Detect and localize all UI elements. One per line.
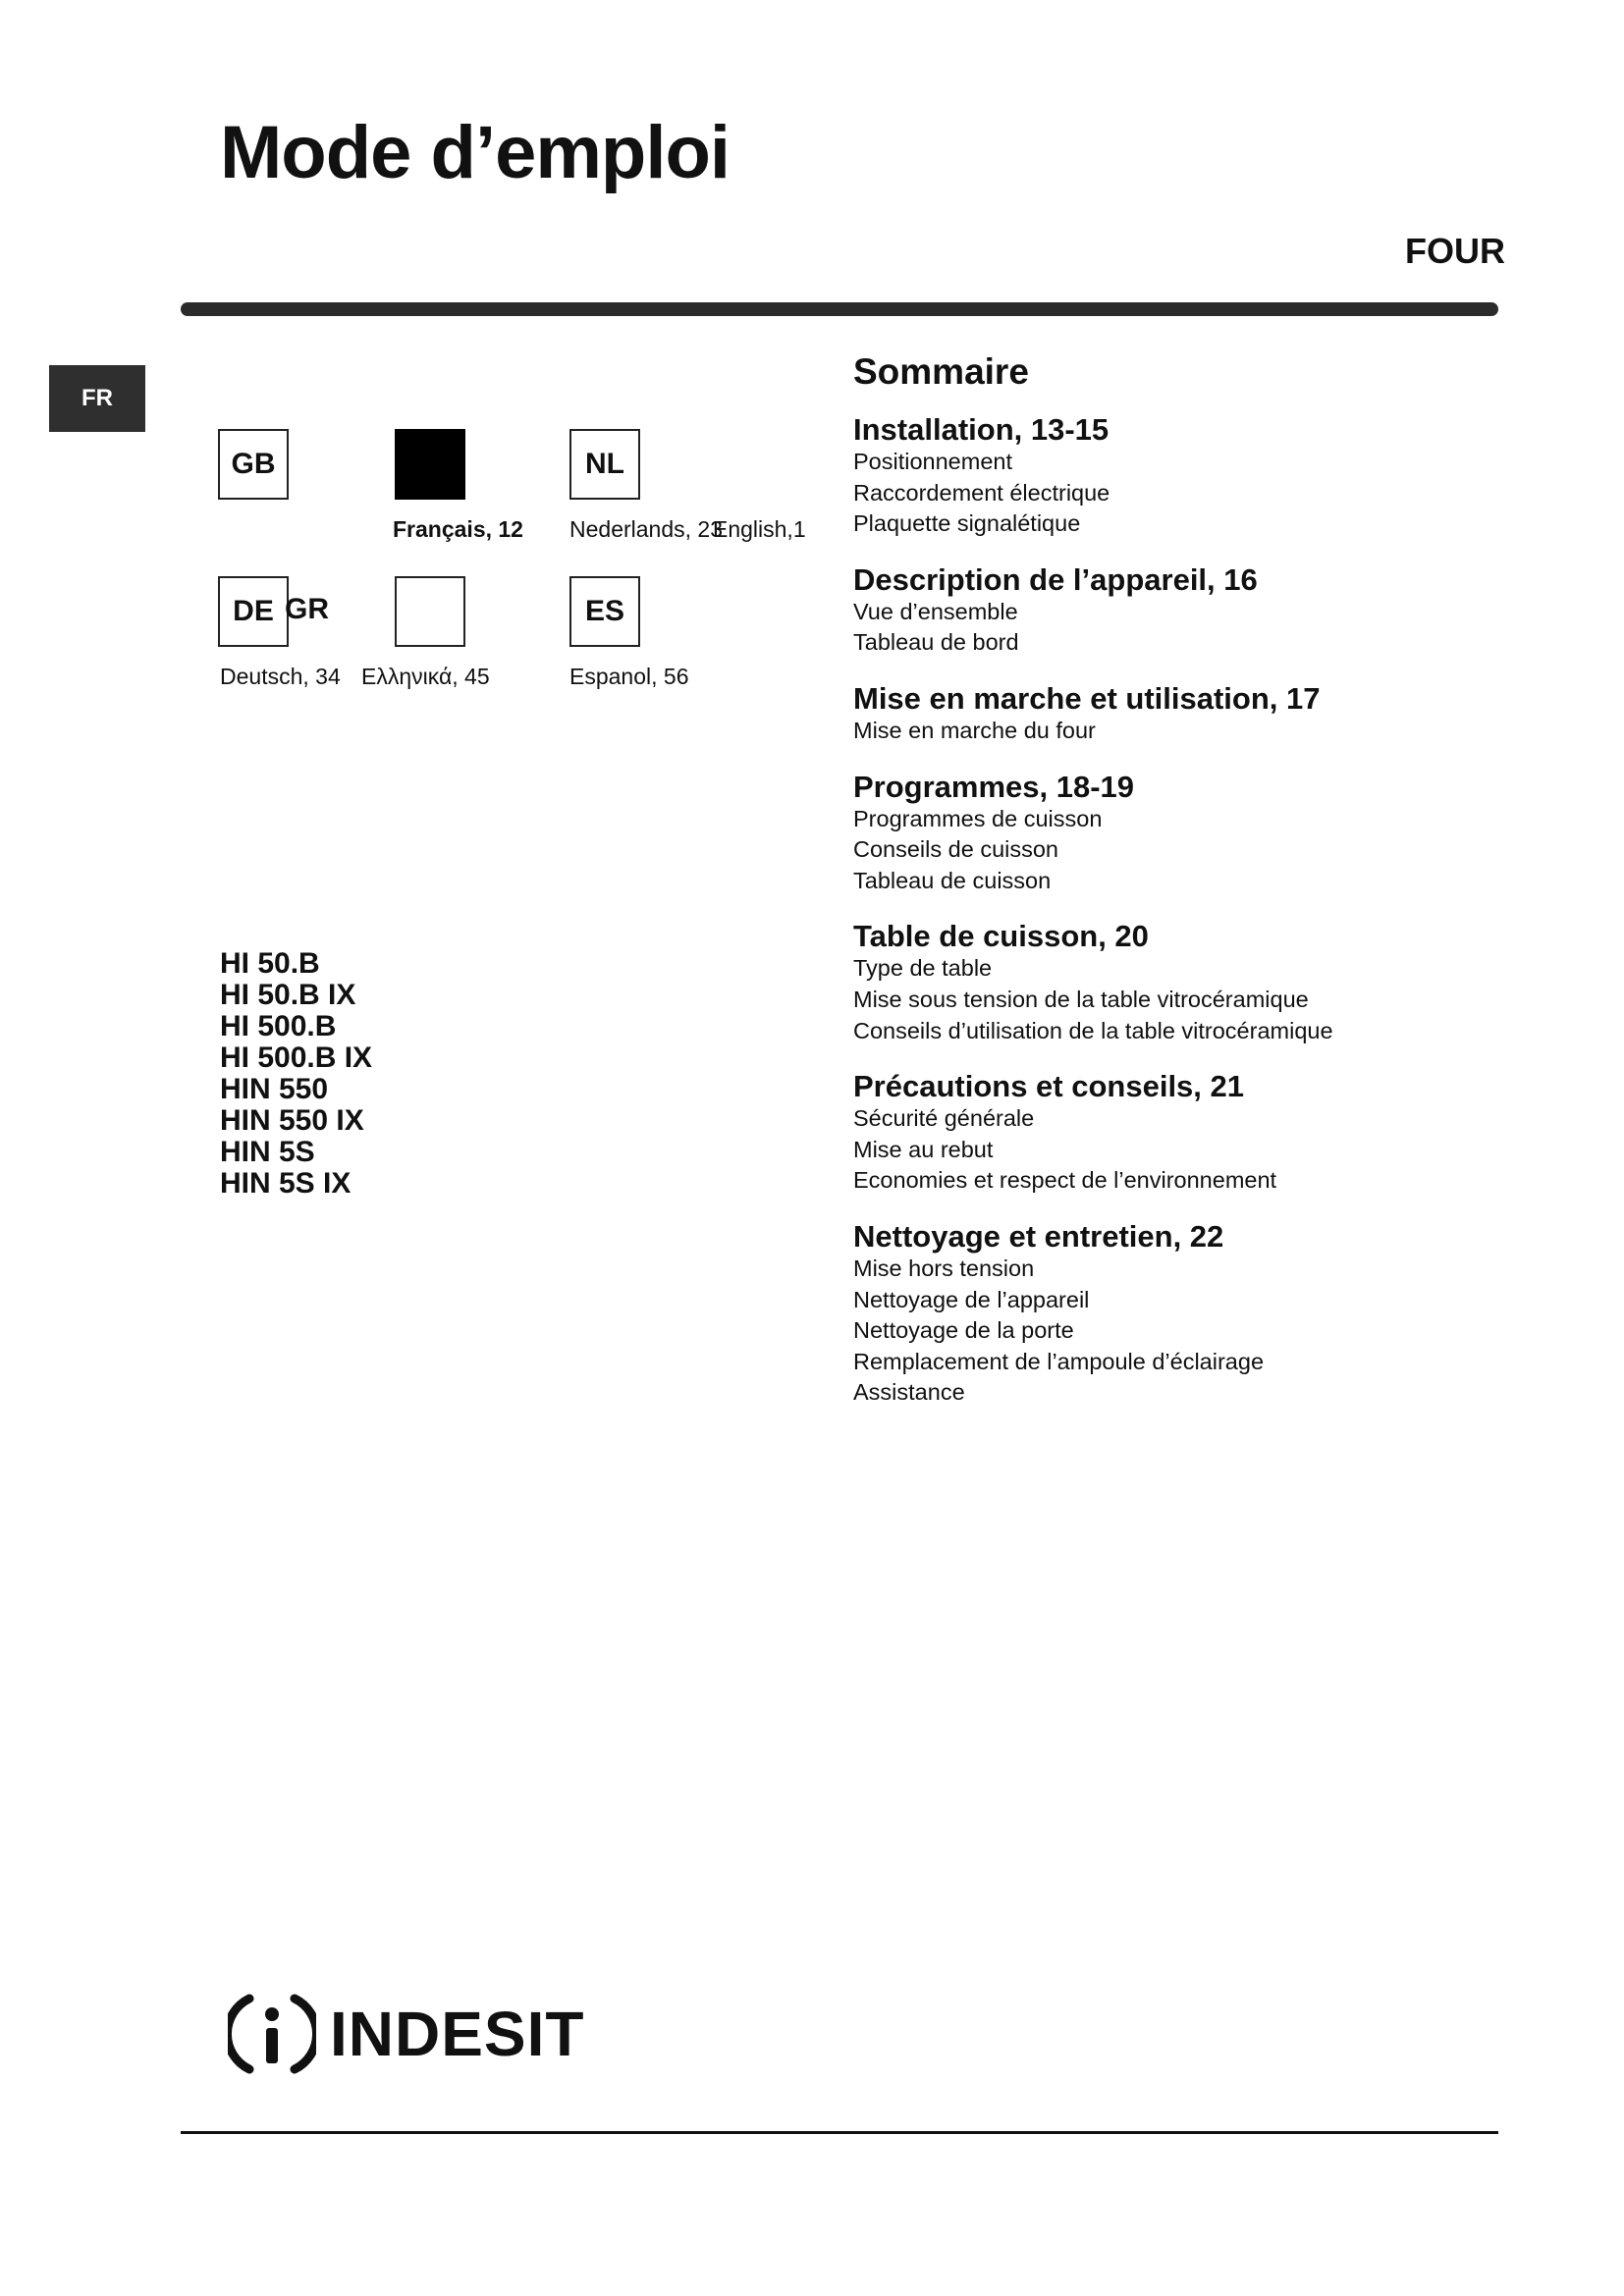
table-of-contents	[853, 353, 1541, 1432]
language-label-nl: Nederlands, 23	[569, 516, 723, 542]
footer-divider	[181, 2131, 1498, 2134]
toc-section-heading: Nettoyage et entretien, 22	[853, 1218, 1224, 1254]
toc-item: Nettoyage de l’appareil	[853, 1286, 1090, 1312]
toc-item: Assistance	[853, 1379, 965, 1406]
toc-item: Plaquette signalétique	[853, 510, 1081, 537]
model-name: HIN 5S	[220, 1136, 315, 1168]
toc-item: Vue d’ensemble	[853, 598, 1018, 624]
toc-section-heading: Mise en marche et utilisation, 17	[853, 680, 1321, 716]
toc-section-heading: Description de l’appareil, 16	[853, 561, 1258, 597]
language-label-fr: Français, 12	[393, 516, 523, 542]
toc-section-mise-en-marche	[853, 682, 1541, 747]
toc-item: Nettoyage de la porte	[853, 1317, 1074, 1344]
model-name: HI 50.B	[220, 947, 320, 980]
brand-logo	[228, 1985, 584, 2083]
toc-section-nettoyage	[853, 1220, 1541, 1409]
toc-item: Mise hors tension	[853, 1255, 1035, 1281]
toc-section-heading: Programmes, 18-19	[853, 769, 1135, 804]
product-type: FOUR	[1405, 231, 1505, 271]
toc-item: Type de table	[853, 955, 993, 982]
toc-item: Sécurité générale	[853, 1105, 1035, 1132]
language-box-gr	[395, 576, 465, 647]
toc-item: Positionnement	[853, 449, 1012, 474]
header-divider	[181, 302, 1498, 316]
toc-item: Mise au rebut	[853, 1136, 994, 1162]
model-name: HIN 550 IX	[220, 1104, 364, 1137]
toc-section-heading: Installation, 13-15	[853, 412, 1110, 447]
toc-item: Economies et respect de l’environnement	[853, 1167, 1277, 1194]
model-name: HIN 550	[220, 1073, 329, 1105]
model-name: HI 500.B IX	[220, 1041, 373, 1074]
model-name: HI 500.B	[220, 1010, 337, 1042]
model-list	[220, 948, 372, 1200]
toc-item: Raccordement électrique	[853, 479, 1110, 506]
toc-item: Remplacement de l’ampoule d’éclairage	[853, 1348, 1265, 1374]
language-tab: FR	[49, 365, 145, 432]
language-box-nl: NL	[569, 429, 640, 500]
language-box-gb: GB	[218, 429, 289, 500]
toc-item: Mise en marche du four	[853, 717, 1096, 743]
toc-item: Conseils de cuisson	[853, 836, 1058, 863]
language-code-gr: GR	[285, 593, 329, 625]
language-label-gb: English,1	[713, 516, 806, 542]
language-box-de: DE	[218, 576, 289, 647]
language-box-es: ES	[569, 576, 640, 647]
page-title: Mode d’emploi	[220, 111, 730, 194]
toc-section-installation	[853, 413, 1541, 540]
toc-section-table-de-cuisson	[853, 920, 1541, 1046]
toc-title: Sommaire	[853, 351, 1029, 392]
toc-item: Programmes de cuisson	[853, 805, 1103, 831]
toc-section-description	[853, 563, 1541, 659]
toc-item: Mise sous tension de la table vitrocéramique	[853, 986, 1309, 1012]
toc-item: Tableau de bord	[853, 629, 1019, 656]
model-name: HIN 5S IX	[220, 1167, 352, 1200]
toc-item: Conseils d’utilisation de la table vitrocéramique	[853, 1017, 1333, 1043]
toc-section-programmes	[853, 771, 1541, 897]
toc-section-precautions	[853, 1070, 1541, 1197]
indesit-logo-icon	[228, 1985, 316, 2083]
toc-section-heading: Table de cuisson, 20	[853, 919, 1149, 954]
toc-item: Tableau de cuisson	[853, 867, 1052, 893]
toc-section-heading: Précautions et conseils, 21	[853, 1069, 1245, 1104]
brand-name: INDESIT	[330, 1999, 585, 2069]
language-label-gr: Ελληνικά, 45	[361, 664, 490, 689]
language-label-es: Espanol, 56	[569, 664, 689, 689]
language-box-fr	[395, 429, 465, 500]
language-label-de: Deutsch, 34	[220, 664, 341, 689]
model-name: HI 50.B IX	[220, 979, 356, 1011]
